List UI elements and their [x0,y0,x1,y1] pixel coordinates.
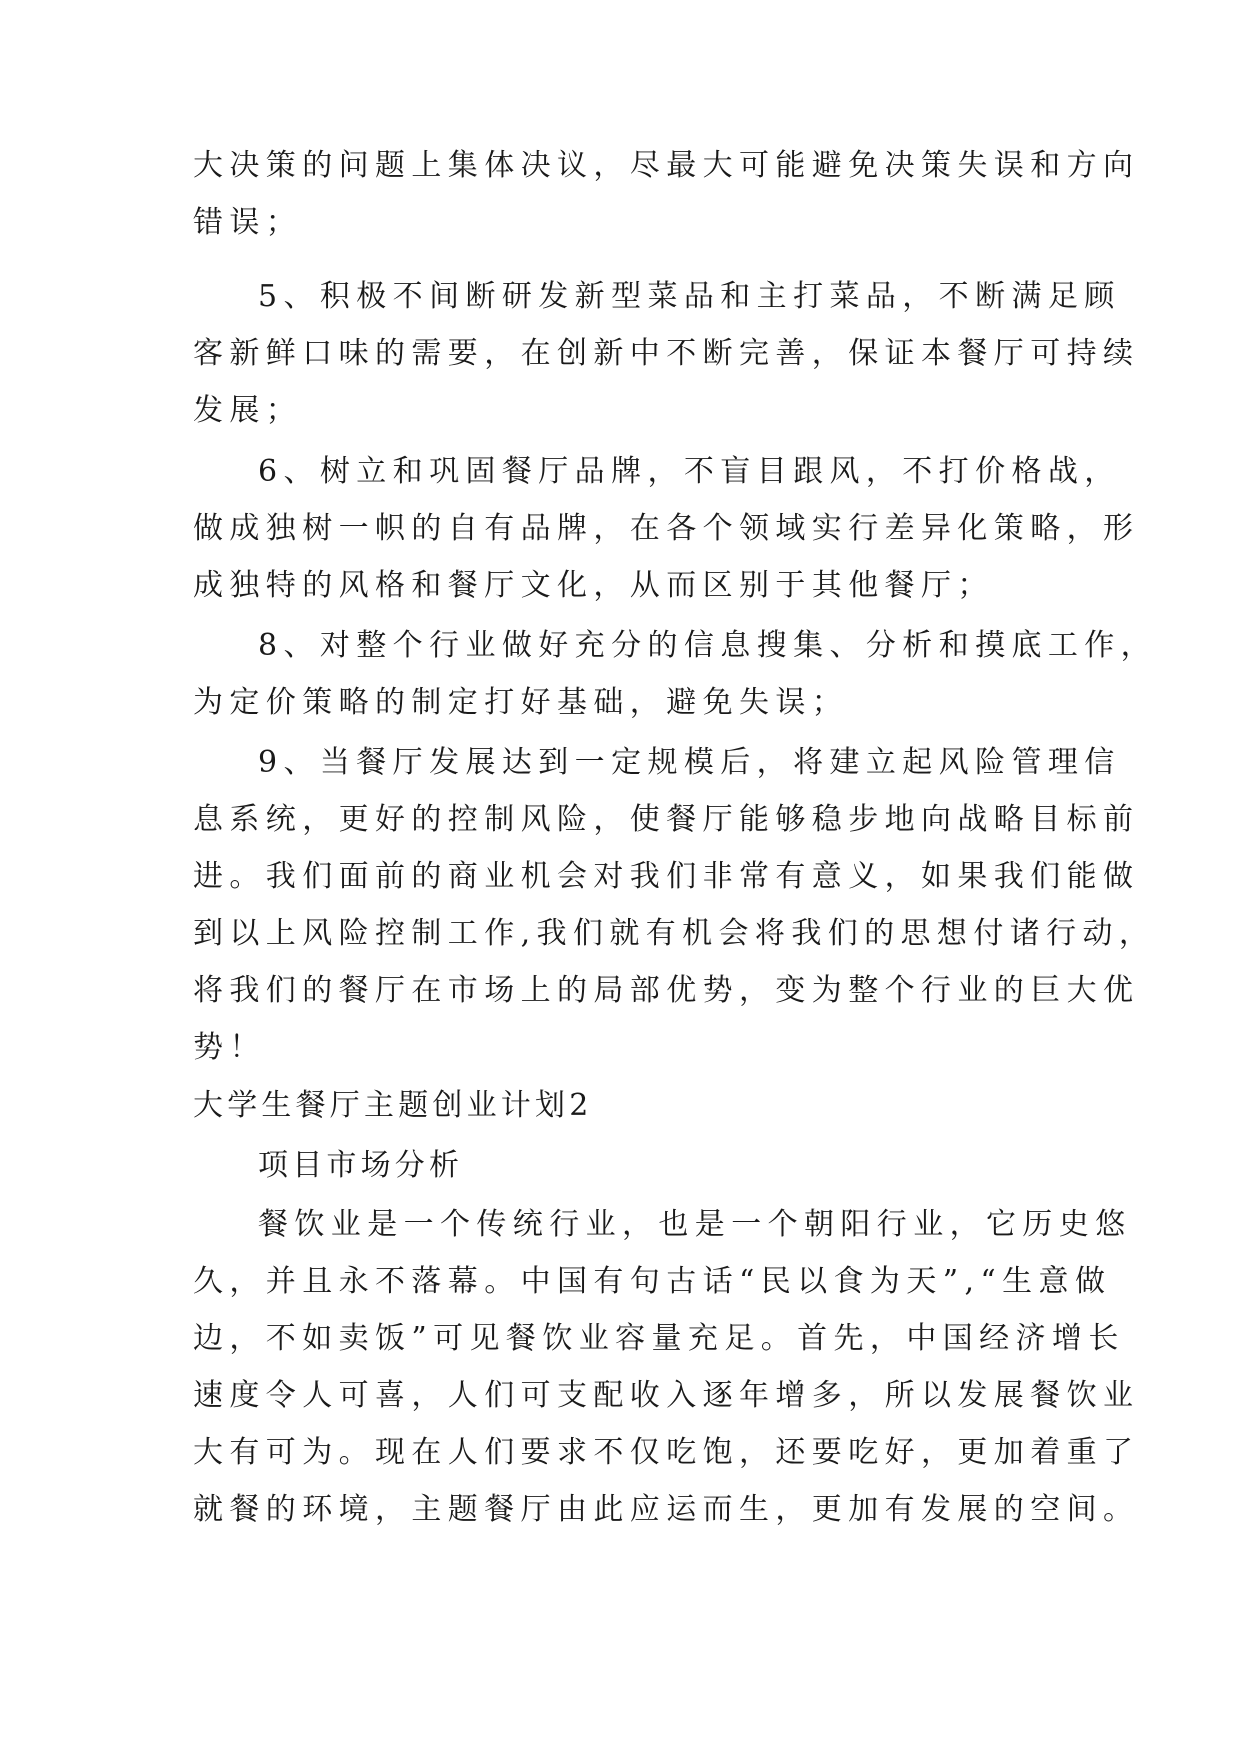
text-line: 将我们的餐厅在市场上的局部优势，变为整个行业的巨大优 [193,973,1140,1008]
text-line: 客新鲜口味的需要，在创新中不断完善，保证本餐厅可持续 [193,336,1140,371]
text-line: 做成独树一帜的自有品牌，在各个领域实行差异化策略，形 [193,511,1140,546]
text-line: 势！ [193,1030,266,1065]
text-line: 为定价策略的制定打好基础，避免失误； [193,685,849,720]
text-line: 错误； [193,205,303,240]
section-title: 大学生餐厅主题创业计划2 [193,1088,593,1123]
text-line: 大决策的问题上集体决议，尽最大可能避免决策失误和方向 [193,148,1140,183]
text-line: 成独特的风格和餐厅文化，从而区别于其他餐厅； [193,568,994,603]
text-line: 就餐的环境，主题餐厅由此应运而生，更加有发展的空间。 [193,1492,1140,1527]
text-line: 到以上风险控制工作,我们就有机会将我们的思想付诸行动， [193,916,1156,951]
text-line: 餐饮业是一个传统行业，也是一个朝阳行业，它历史悠 [258,1207,1132,1242]
text-line: 8、对整个行业做好充分的信息搜集、分析和摸底工作， [258,628,1158,663]
text-line: 发展； [193,393,303,428]
text-line: 息系统，更好的控制风险，使餐厅能够稳步地向战略目标前 [193,802,1140,837]
text-line: 进。我们面前的商业机会对我们非常有意义，如果我们能做 [193,859,1140,894]
text-line: 5、积极不间断研发新型菜品和主打菜品，不断满足顾 [258,279,1121,314]
text-line: 6、树立和巩固餐厅品牌，不盲目跟风，不打价格战， [258,454,1121,489]
subsection-title: 项目市场分析 [258,1148,464,1183]
text-line: 边，不如卖饭”可见餐饮业容量充足。首先，中国经济增长 [193,1321,1125,1356]
text-line: 速度令人可喜，人们可支配收入逐年增多，所以发展餐饮业 [193,1378,1140,1413]
text-line: 9、当餐厅发展达到一定规模后，将建立起风险管理信 [258,745,1121,780]
text-line: 久，并且永不落幕。中国有句古话“民以食为天”,“生意做 [193,1264,1112,1299]
text-line: 大有可为。现在人们要求不仅吃饱，还要吃好，更加着重了 [193,1435,1140,1470]
